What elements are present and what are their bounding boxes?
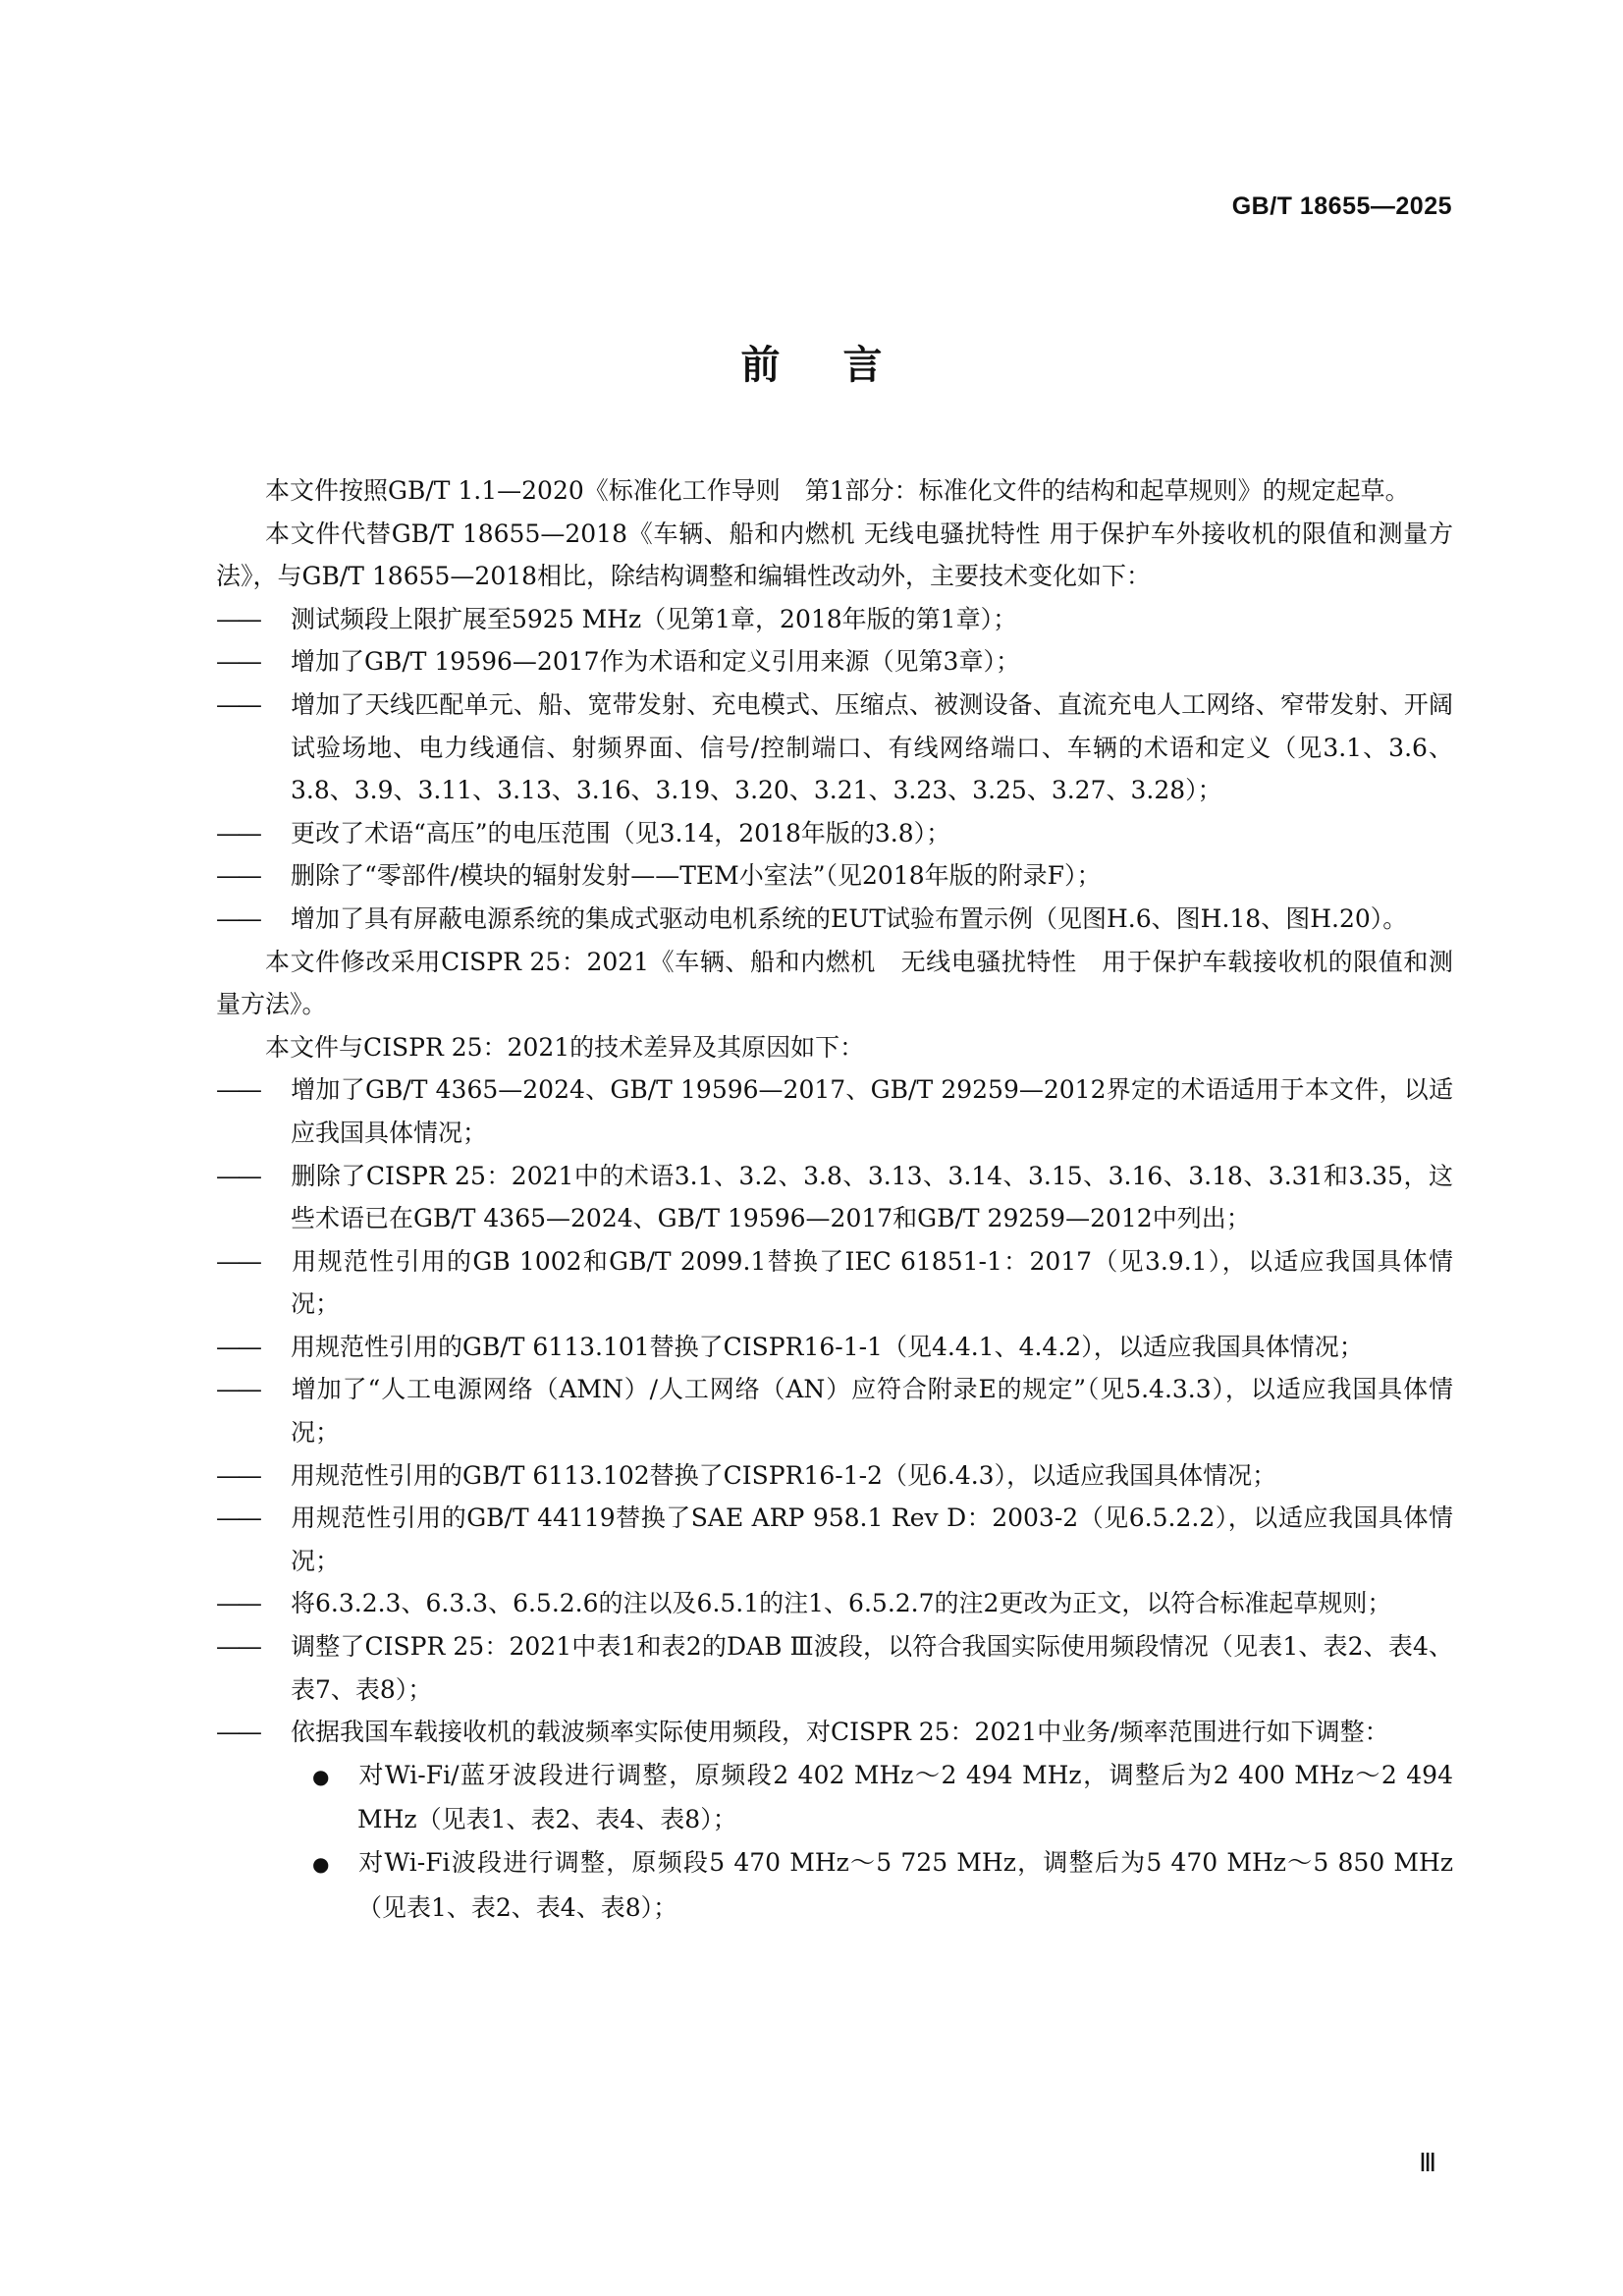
paragraph-differences-intro: 本文件与CISPR 25：2021的技术差异及其原因如下：: [265, 1032, 865, 1062]
list-item: —— 增加了GB/T 4365—2024、GB/T 19596—2017、GB/T 29259—2012界定的术语适用于本文件，以适应我国具体情况；: [216, 1068, 1453, 1154]
list-item: —— 更改了术语“高压”的电压范围（见3.14，2018年版的3.8）；: [216, 812, 1453, 855]
list-item: —— 测试频段上限扩展至5925 MHz（见第1章，2018年版的第1章）；: [216, 598, 1453, 641]
list-item: —— 增加了GB/T 19596—2017作为术语和定义引用来源（见第3章）；: [216, 640, 1453, 683]
paragraph-adoption: 本文件修改采用CISPR 25：2021《车辆、船和内燃机 无线电骚扰特性 用于保护车载接收机的限值和测量方法》。: [216, 947, 1453, 1019]
list-item: —— 用规范性引用的GB 1002和GB/T 2099.1替换了IEC 61851-1：2017（见3.9.1），以适应我国具体情况；: [216, 1240, 1453, 1326]
paragraph-drafting-rules: 本文件按照GB/T 1.1—2020《标准化工作导则 第1部分：标准化文件的结构和起草规则》的规定起草。: [265, 476, 1410, 505]
list-item: —— 增加了天线匹配单元、船、宽带发射、充电模式、压缩点、被测设备、直流充电人工网络、窄带发射、开阔试验场地、电力线通信、射频界面、信号/控制端口、有线网络端口、车辆的术语和定义（见3.1、3.6、3.8、3.9、3.11、3.13、3.16、3.19、3.20、3.21、3.23、3.25、3.27、3.28）；: [216, 683, 1453, 812]
list-item: —— 用规范性引用的GB/T 44119替换了SAE ARP 958.1 Rev D：2003-2（见6.5.2.2），以适应我国具体情况；: [216, 1497, 1453, 1582]
bullet-item: ● 对Wi-Fi波段进行调整，原频段5 470 MHz～5 725 MHz，调整后为5 470 MHz～5 850 MHz（见表1、表2、表4、表8）；: [216, 1841, 1453, 1929]
list-item: —— 依据我国车载接收机的载波频率实际使用频段，对CISPR 25：2021中业务/频率范围进行如下调整：: [216, 1711, 1453, 1754]
list-item: —— 增加了具有屏蔽电源系统的集成式驱动电机系统的EUT试验布置示例（见图H.6、图H.18、图H.20）。: [216, 898, 1453, 941]
bullet-item: ● 对Wi-Fi/蓝牙波段进行调整，原频段2 402 MHz～2 494 MHz，调整后为2 400 MHz～2 494 MHz（见表1、表2、表4、表8）；: [216, 1754, 1453, 1841]
list-item: —— 用规范性引用的GB/T 6113.101替换了CISPR16-1-1（见4.4.1、4.4.2），以适应我国具体情况；: [216, 1326, 1453, 1369]
document-body: [216, 469, 1453, 1929]
paragraph-replacement: 本文件代替GB/T 18655—2018《车辆、船和内燃机 无线电骚扰特性 用于保护车外接收机的限值和测量方法》，与GB/T 18655—2018相比，除结构调整和编辑性改动外，主要技术变化如下：: [216, 519, 1453, 591]
page-title: 前言: [740, 343, 946, 388]
page-number: Ⅲ: [1419, 2149, 1436, 2178]
list-item: —— 增加了“人工电源网络（AMN）/人工网络（AN）应符合附录E的规定”（见5.4.3.3），以适应我国具体情况；: [216, 1368, 1453, 1453]
list-item: —— 删除了CISPR 25：2021中的术语3.1、3.2、3.8、3.13、3.14、3.15、3.16、3.18、3.31和3.35，这些术语已在GB/T 4365—2024、GB/T 19596—2017和GB/T 29259—2012中列出；: [216, 1155, 1453, 1240]
list-item: —— 调整了CISPR 25：2021中表1和表2的DAB Ⅲ波段，以符合我国实际使用频段情况（见表1、表2、表4、表7、表8）；: [216, 1625, 1453, 1711]
standard-number: GB/T 18655—2025: [1231, 192, 1452, 220]
list-item: —— 删除了“零部件/模块的辐射发射——TEM小室法”（见2018年版的附录F）；: [216, 854, 1453, 898]
list-item: —— 将6.3.2.3、6.3.3、6.5.2.6的注以及6.5.1的注1、6.5.2.7的注2更改为正文，以符合标准起草规则；: [216, 1582, 1453, 1625]
list-item: —— 用规范性引用的GB/T 6113.102替换了CISPR16-1-2（见6.4.3），以适应我国具体情况；: [216, 1454, 1453, 1498]
